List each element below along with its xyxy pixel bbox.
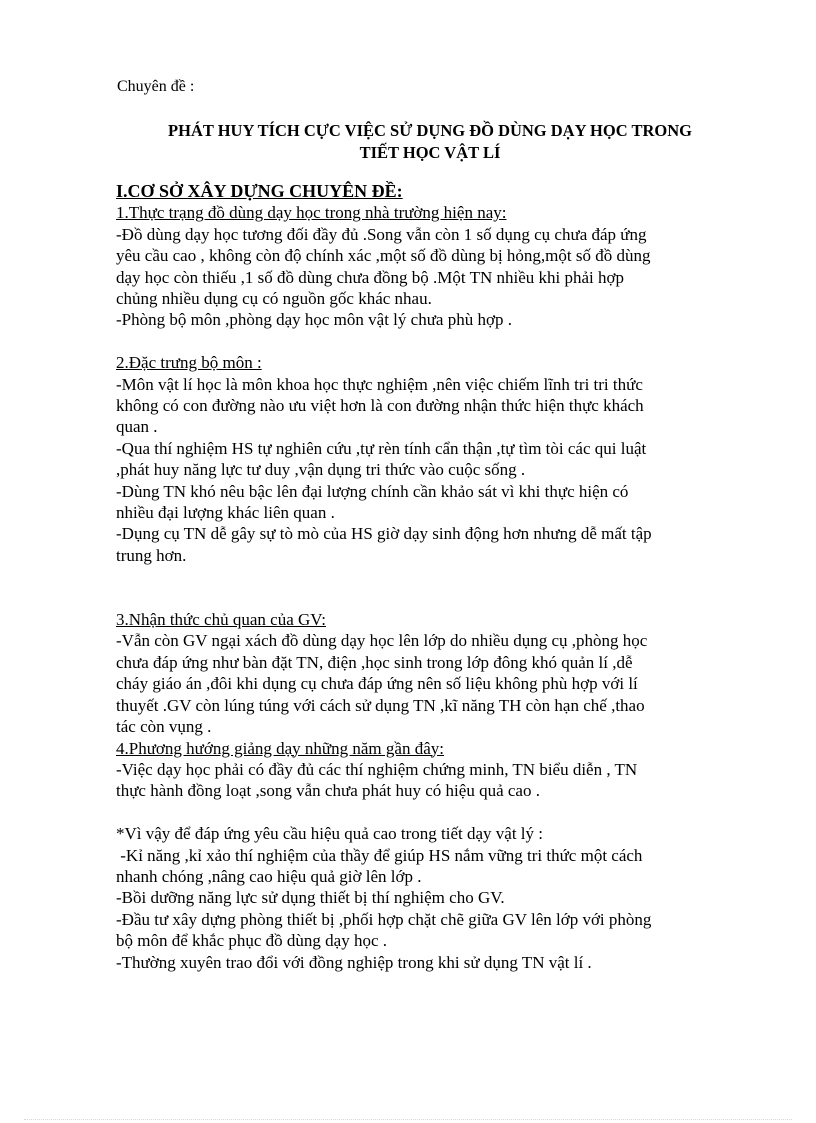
paragraph-line: chưa đáp ứng như bàn đặt TN, điện ,học sinh trong lớp đông khó quản lí ,dễ — [116, 652, 633, 672]
page-bottom-divider — [24, 1119, 792, 1120]
paragraph-line: thực hành đồng loạt ,song vẫn chưa phát huy có hiệu quả cao . — [116, 781, 540, 801]
paragraph-line: -Dùng TN khó nêu bậc lên đại lượng chính cần khảo sát vì khi thực hiện có — [116, 481, 629, 501]
conclusion-line: -Kỉ năng ,kỉ xảo thí nghiệm của thầy để giúp HS nắm vững tri thức một cách — [116, 845, 643, 865]
paragraph-line: -Vẫn còn GV ngại xách đồ dùng dạy học lên lớp do nhiều dụng cụ ,phòng học — [116, 631, 648, 651]
document-title — [110, 120, 750, 164]
paragraph-line: -Đồ dùng dạy học tương đối đầy đủ .Song vẫn còn 1 số dụng cụ chưa đáp ứng — [116, 224, 647, 244]
paragraph-line: yêu cầu cao , không còn độ chính xác ,một số đồ dùng bị hỏng,một số đồ dùng — [116, 246, 651, 266]
document-body — [116, 181, 756, 973]
subsection-3-heading: 3.Nhận thức chủ quan của GV: — [116, 610, 327, 630]
conclusion-line: -Đầu tư xây dựng phòng thiết bị ,phối hợp chặt chẽ giữa GV lên lớp với phòng — [116, 909, 652, 929]
paragraph-line: cháy giáo án ,đôi khi dụng cụ chưa đáp ứng nên số liệu không phù hợp với lí — [116, 674, 638, 694]
paragraph-line: thuyết .GV còn lúng túng với cách sử dụng TN ,kĩ năng TH còn hạn chế ,thao — [116, 695, 645, 715]
subsection-4-heading: 4.Phương hướng giảng dạy những năm gần đây: — [116, 738, 444, 758]
paragraph-line: dạy học còn thiếu ,1 số đồ dùng chưa đồng bộ .Một TN nhiều khi phải hợp — [116, 267, 624, 287]
paragraph-line: -Dụng cụ TN dễ gây sự tò mò của HS giờ dạy sinh động hơn nhưng dễ mất tập — [116, 524, 652, 544]
conclusion-line: *Vì vậy để đáp ứng yêu cầu hiệu quả cao trong tiết dạy vật lý : — [116, 824, 544, 844]
paragraph-line: -Việc dạy học phải có đầy đủ các thí nghiệm chứng minh, TN biểu diễn , TN — [116, 759, 638, 779]
paragraph-line: trung hơn. — [116, 545, 187, 565]
paragraph-line: nhiều đại lượng khác liên quan . — [116, 503, 335, 523]
title-line-1: PHÁT HUY TÍCH CỰC VIỆC SỬ DỤNG ĐỒ DÙNG DẠY HỌC TRONG — [168, 121, 692, 140]
paragraph-line: tác còn vụng . — [116, 717, 212, 737]
paragraph-line: -Phòng bộ môn ,phòng dạy học môn vật lý chưa phù hợp . — [116, 310, 512, 330]
paragraph-line: ,phát huy năng lực tư duy ,vận dụng tri thức vào cuộc sống . — [116, 460, 526, 480]
conclusion-line: -Thường xuyên trao đổi với đồng nghiệp trong khi sử dụng TN vật lí . — [116, 952, 592, 972]
paragraph-line: -Môn vật lí học là môn khoa học thực nghiệm ,nên việc chiếm lĩnh tri tri thức — [116, 374, 643, 394]
conclusion-line: -Bồi dưỡng năng lực sử dụng thiết bị thí nghiệm cho GV. — [116, 888, 505, 908]
paragraph-line: không có con đường nào ưu việt hơn là con đường nhận thức hiện thực khách — [116, 396, 644, 416]
blank-line — [116, 331, 756, 352]
blank-line — [116, 802, 756, 823]
subsection-1-heading: 1.Thực trạng đồ dùng dạy học trong nhà trường hiện nay: — [116, 203, 507, 223]
blank-line — [116, 588, 756, 609]
blank-line — [116, 566, 756, 587]
paragraph-line: quan . — [116, 417, 158, 437]
subsection-2-heading: 2.Đặc trưng bộ môn : — [116, 353, 262, 373]
section-heading: I.CƠ SỞ XÂY DỰNG CHUYÊN ĐỀ: — [116, 181, 403, 201]
subject-label: Chuyên đề : — [117, 78, 195, 95]
paragraph-line: chủng nhiều dụng cụ có nguồn gốc khác nhau. — [116, 289, 432, 309]
conclusion-line: nhanh chóng ,nâng cao hiệu quả giờ lên lớp . — [116, 866, 422, 886]
conclusion-line: bộ môn để khắc phục đồ dùng dạy học . — [116, 931, 387, 951]
paragraph-line: -Qua thí nghiệm HS tự nghiên cứu ,tự rèn tính cẩn thận ,tự tìm tòi các qui luật — [116, 438, 647, 458]
title-line-2: TIẾT HỌC VẬT LÍ — [359, 143, 501, 162]
